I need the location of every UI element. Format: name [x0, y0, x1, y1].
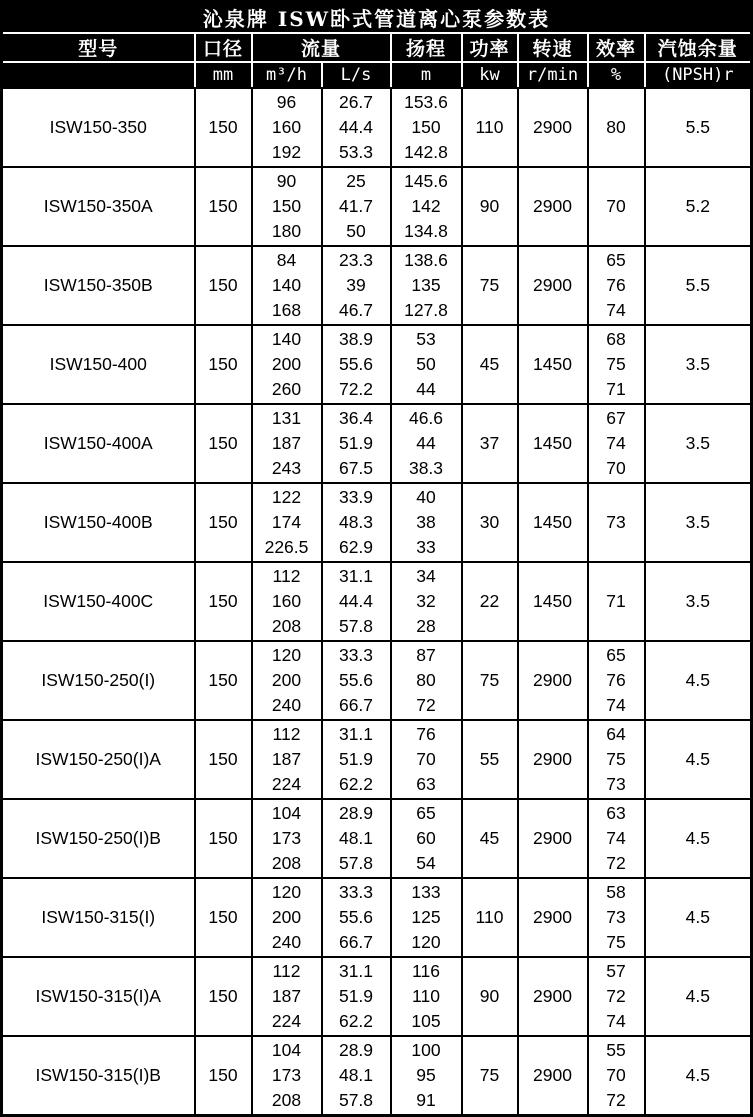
cell-power: 110 — [462, 878, 518, 957]
cell-speed: 2900 — [518, 246, 588, 325]
cell-flow-m3h: 140 200 260 — [252, 325, 322, 404]
header-flow: 流量 — [252, 33, 391, 62]
cell-npsh: 4.5 — [645, 1036, 752, 1116]
cell-bore: 150 — [195, 562, 252, 641]
table-row — [2, 878, 752, 957]
cell-npsh: 5.2 — [645, 167, 752, 246]
cell-bore: 150 — [195, 641, 252, 720]
cell-power: 90 — [462, 957, 518, 1036]
cell-flow-m3h: 122 174 226.5 — [252, 483, 322, 562]
cell-npsh: 4.5 — [645, 878, 752, 957]
cell-flow-ls: 26.7 44.4 53.3 — [322, 88, 391, 167]
cell-efficiency: 65 76 74 — [588, 246, 645, 325]
cell-model: ISW150-250(I)A — [2, 720, 195, 799]
cell-head: 53 50 44 — [391, 325, 462, 404]
cell-flow-m3h: 112 160 208 — [252, 562, 322, 641]
unit-flow-ls: L/s — [322, 62, 391, 88]
cell-power: 75 — [462, 641, 518, 720]
cell-speed: 2900 — [518, 167, 588, 246]
cell-efficiency: 71 — [588, 562, 645, 641]
cell-npsh: 3.5 — [645, 562, 752, 641]
table-row — [2, 799, 752, 878]
cell-head: 87 80 72 — [391, 641, 462, 720]
table-row — [2, 720, 752, 799]
cell-flow-ls: 28.9 48.1 57.8 — [322, 1036, 391, 1116]
cell-speed: 1450 — [518, 483, 588, 562]
cell-head: 138.6 135 127.8 — [391, 246, 462, 325]
unit-model — [2, 62, 195, 88]
cell-model: ISW150-350 — [2, 88, 195, 167]
cell-npsh: 3.5 — [645, 325, 752, 404]
table-header — [2, 2, 752, 89]
cell-head: 34 32 28 — [391, 562, 462, 641]
cell-speed: 2900 — [518, 957, 588, 1036]
cell-flow-ls: 38.9 55.6 72.2 — [322, 325, 391, 404]
cell-bore: 150 — [195, 483, 252, 562]
cell-efficiency: 64 75 73 — [588, 720, 645, 799]
cell-model: ISW150-400C — [2, 562, 195, 641]
cell-head: 133 125 120 — [391, 878, 462, 957]
table-row — [2, 246, 752, 325]
cell-flow-ls: 31.1 51.9 62.2 — [322, 957, 391, 1036]
cell-model: ISW150-250(I)B — [2, 799, 195, 878]
table-body — [2, 88, 752, 1116]
cell-power: 45 — [462, 799, 518, 878]
table-title-text: 沁泉牌 ISW卧式管道离心泵参数表 — [202, 7, 551, 31]
cell-speed: 2900 — [518, 88, 588, 167]
header-head: 扬程 — [391, 33, 462, 62]
cell-speed: 2900 — [518, 799, 588, 878]
table-row — [2, 88, 752, 167]
header-model: 型号 — [2, 33, 195, 62]
table-row — [2, 641, 752, 720]
unit-speed: r/min — [518, 62, 588, 88]
table-title — [2, 2, 752, 34]
unit-head: m — [391, 62, 462, 88]
title-row — [2, 2, 752, 34]
cell-flow-ls: 36.4 51.9 67.5 — [322, 404, 391, 483]
cell-power: 22 — [462, 562, 518, 641]
table-row — [2, 483, 752, 562]
cell-efficiency: 65 76 74 — [588, 641, 645, 720]
cell-speed: 1450 — [518, 325, 588, 404]
cell-power: 75 — [462, 1036, 518, 1116]
cell-power: 30 — [462, 483, 518, 562]
cell-flow-m3h: 84 140 168 — [252, 246, 322, 325]
cell-npsh: 5.5 — [645, 88, 752, 167]
cell-head: 153.6 150 142.8 — [391, 88, 462, 167]
table-row — [2, 1036, 752, 1116]
unit-flow-m3h: m³/h — [252, 62, 322, 88]
cell-head: 100 95 91 — [391, 1036, 462, 1116]
cell-npsh: 4.5 — [645, 720, 752, 799]
cell-flow-m3h: 104 173 208 — [252, 799, 322, 878]
cell-flow-m3h: 131 187 243 — [252, 404, 322, 483]
unit-bore: mm — [195, 62, 252, 88]
cell-power: 110 — [462, 88, 518, 167]
cell-power: 55 — [462, 720, 518, 799]
header-speed: 转速 — [518, 33, 588, 62]
cell-model: ISW150-250(I) — [2, 641, 195, 720]
unit-npsh: (NPSH)r — [645, 62, 752, 88]
cell-bore: 150 — [195, 246, 252, 325]
cell-model: ISW150-400 — [2, 325, 195, 404]
cell-npsh: 3.5 — [645, 404, 752, 483]
header-efficiency: 效率 — [588, 33, 645, 62]
cell-head: 40 38 33 — [391, 483, 462, 562]
cell-npsh: 3.5 — [645, 483, 752, 562]
cell-npsh: 4.5 — [645, 799, 752, 878]
column-header-row — [2, 33, 752, 62]
cell-npsh: 5.5 — [645, 246, 752, 325]
cell-flow-ls: 33.3 55.6 66.7 — [322, 641, 391, 720]
cell-head: 76 70 63 — [391, 720, 462, 799]
cell-head: 116 110 105 — [391, 957, 462, 1036]
cell-flow-ls: 28.9 48.1 57.8 — [322, 799, 391, 878]
cell-flow-m3h: 90 150 180 — [252, 167, 322, 246]
cell-model: ISW150-350A — [2, 167, 195, 246]
cell-bore: 150 — [195, 878, 252, 957]
cell-efficiency: 63 74 72 — [588, 799, 645, 878]
cell-power: 90 — [462, 167, 518, 246]
cell-flow-m3h: 112 187 224 — [252, 720, 322, 799]
cell-flow-ls: 31.1 51.9 62.2 — [322, 720, 391, 799]
unit-efficiency: % — [588, 62, 645, 88]
cell-efficiency: 55 70 72 — [588, 1036, 645, 1116]
cell-head: 65 60 54 — [391, 799, 462, 878]
cell-efficiency: 57 72 74 — [588, 957, 645, 1036]
header-bore: 口径 — [195, 33, 252, 62]
cell-bore: 150 — [195, 957, 252, 1036]
cell-speed: 2900 — [518, 720, 588, 799]
cell-flow-m3h: 96 160 192 — [252, 88, 322, 167]
cell-power: 37 — [462, 404, 518, 483]
cell-bore: 150 — [195, 404, 252, 483]
cell-flow-ls: 25 41.7 50 — [322, 167, 391, 246]
cell-flow-ls: 33.9 48.3 62.9 — [322, 483, 391, 562]
table-row — [2, 404, 752, 483]
cell-flow-ls: 31.1 44.4 57.8 — [322, 562, 391, 641]
cell-speed: 1450 — [518, 562, 588, 641]
cell-speed: 2900 — [518, 1036, 588, 1116]
cell-model: ISW150-400B — [2, 483, 195, 562]
cell-efficiency: 80 — [588, 88, 645, 167]
cell-power: 75 — [462, 246, 518, 325]
cell-model: ISW150-315(I) — [2, 878, 195, 957]
cell-flow-ls: 23.3 39 46.7 — [322, 246, 391, 325]
cell-bore: 150 — [195, 1036, 252, 1116]
cell-model: ISW150-350B — [2, 246, 195, 325]
cell-model: ISW150-315(I)A — [2, 957, 195, 1036]
cell-npsh: 4.5 — [645, 641, 752, 720]
cell-flow-ls: 33.3 55.6 66.7 — [322, 878, 391, 957]
cell-flow-m3h: 120 200 240 — [252, 878, 322, 957]
cell-flow-m3h: 112 187 224 — [252, 957, 322, 1036]
cell-flow-m3h: 120 200 240 — [252, 641, 322, 720]
header-power: 功率 — [462, 33, 518, 62]
cell-bore: 150 — [195, 325, 252, 404]
cell-npsh: 4.5 — [645, 957, 752, 1036]
cell-bore: 150 — [195, 88, 252, 167]
cell-flow-m3h: 104 173 208 — [252, 1036, 322, 1116]
cell-speed: 2900 — [518, 878, 588, 957]
units-row — [2, 62, 752, 88]
cell-bore: 150 — [195, 720, 252, 799]
cell-efficiency: 73 — [588, 483, 645, 562]
cell-efficiency: 58 73 75 — [588, 878, 645, 957]
cell-efficiency: 70 — [588, 167, 645, 246]
cell-bore: 150 — [195, 167, 252, 246]
cell-efficiency: 68 75 71 — [588, 325, 645, 404]
cell-speed: 2900 — [518, 641, 588, 720]
cell-speed: 1450 — [518, 404, 588, 483]
cell-efficiency: 67 74 70 — [588, 404, 645, 483]
table-row — [2, 957, 752, 1036]
unit-power: kw — [462, 62, 518, 88]
table-row — [2, 562, 752, 641]
header-npsh: 汽蚀余量 — [645, 33, 752, 62]
cell-model: ISW150-315(I)B — [2, 1036, 195, 1116]
table-row — [2, 325, 752, 404]
table-row — [2, 167, 752, 246]
cell-head: 46.6 44 38.3 — [391, 404, 462, 483]
cell-head: 145.6 142 134.8 — [391, 167, 462, 246]
cell-model: ISW150-400A — [2, 404, 195, 483]
cell-power: 45 — [462, 325, 518, 404]
cell-bore: 150 — [195, 799, 252, 878]
